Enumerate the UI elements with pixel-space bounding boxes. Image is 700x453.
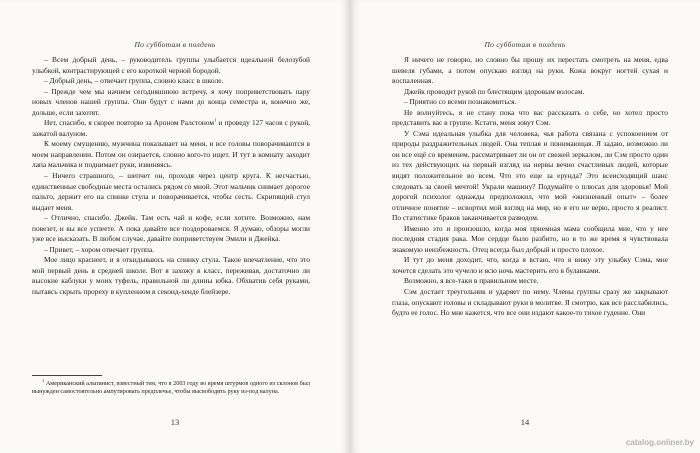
paragraph: – Добрый день, – отвечает группа, словно класс в школе.: [44, 76, 224, 86]
footnote-rule: [32, 375, 102, 376]
paragraph: У Сэма идеальная улыбка для человека, чья работа связана с успокоением от природы раздражительных людей. Она теплая и понимающая. Я задаю, возможно ли он все ещё со временем, рассматривает ли он от свежей зеркалом, ли Сэм просто один из тех действующих на первый взгляд на нервы вечно счастливых людей, которые видят положительное во всем. Что это еще за ерунда? Это всеисходящий шанс следовать за своей мечтой! Украли машину? Подумайте о плюсах для здоровья! Мой дорогой психолог однажды предположил, что мой «жизненный опыт» – более отличное понятие – исвортил мой взгляд на мир, но я его не верю, просто я реалист. По статистике браков заканчивается разводом.: [392, 128, 668, 223]
paragraph: Я ничего не говорю, но словно бы прошу их перестать смотреть на меня, едва шевеля губами, а потом опускаю взгляд на руки. Кожа вокруг ногтей сухая и воспаленная.: [392, 55, 668, 86]
paragraph: К моему смущению, мужчина показывает на меня, и все головы поворачиваются в моем направлении. Потом он озирается, словно кого-то ищет. И тут в комнату заходит лапа мальчика и поднимает руки, извиняясь.: [32, 139, 310, 170]
paragraph-text-tail: и проведу 127 часов с рукой, зажатой валуном.: [32, 118, 310, 138]
running-head: По субботам в полдень: [134, 40, 216, 49]
paragraph: Сэм достает треугольник и ударяет по нему. Члены группы сразу же закрывают глаза, опускают головы и складывают руки в молитве. Я смотрю, как все расслабились, будто ее голос. Но мне кажется, что все они издают какое-то тихое гудение. Они: [392, 287, 668, 318]
paragraph: – Приятно со всеми познакомиться.: [404, 97, 517, 107]
paragraph: – Всем добрый день, – руководитель группы улыбается идеальной белозубой улыбкой, контрастирующей с его короткой черной бородой.: [32, 55, 310, 75]
footnote-ref: 1: [214, 117, 217, 123]
paragraph: – Ничего страшного, – шепчет он, проходя через центр круга. К несчастью, единственные свободные места остались рядом со мной. Этот мальчик снимает дорогое пальто, держит его на спинке стула и поворачивается, чтобы сесть. Скрипящий стул выдает меня.: [32, 171, 310, 212]
page-body: [32, 55, 310, 298]
page-body: [392, 55, 668, 319]
right-page: [350, 0, 700, 453]
paragraph: Именно это и произошло, когда моя приемная мама сообщила мне, что у нее последняя стадия рака. Мое сердце было разбито, но в то же время я чувствовала знакомую неизбежность. Отец всегда был добрый и просто плохое.: [392, 223, 668, 254]
paragraph: – Привет, – хором отвечает группа.: [44, 244, 155, 254]
footnote-text: Американский альпинист, известный тем, что в 2003 году во время штурмов одного из склонов был вынужден самостоятельно ампутировать предплечье, чтобы высвободить руку из-под валуна.: [32, 380, 311, 396]
watermark: catalog.onliner.by: [625, 438, 694, 447]
paragraph: – Отлично, спасибо. Джейк. Там есть чай и кофе, если хотите. Возможно, нам повезет, и вы все успеете. А пока давайте все поздороваемся. Я думаю, обзоры могли уже все высказать. В любом случае, давайте поприветствуем Эмили и Джейка.: [32, 213, 310, 244]
page-number: 13: [170, 417, 180, 427]
paragraph: – Прежде чем мы начнем сегодняшнюю встречу, я хочу поприветствовать пару новых членов нашей группы. Они будут с нами до конца семестра и, конечно же, дольше, если захотят.: [32, 86, 310, 117]
paragraph: И тут до меня доходит, что, когда я встаю, что я вижу эту улыбку Сэма, мне хочется сделать это чучело и всю ночь мастерить его в булавками.: [392, 255, 668, 275]
paragraph: Возможно, я все-таки в правильном месте.: [404, 276, 539, 286]
running-head: По субботам в полдень: [484, 40, 566, 49]
paragraph: Мое лицо краснеет, и я откидываюсь на спинку стула. Такое впечатление, что это мой первый день в средней школе. Вот я захожу в класс, переживая, достаточно ли высокие каблуки у моих туфель, правильной ли длины юбка. Обхватив себя руками, пытаясь скрыть прореху в купленном в секонд-хенде блейзере.: [32, 255, 310, 297]
paragraph-text: Нет, спасибо, я скорее повторю за Ароном Ралстоном: [44, 118, 215, 128]
footnote: [32, 377, 311, 397]
paragraph: Джейк проводит рукой по блестящим здоровым волосам.: [404, 86, 585, 96]
paragraph: Не волнуйтесь, я не стану пока что вас рассказать о себе, но хотел просто представить вас в группе. Кстати, меня зовут Сэм.: [392, 107, 668, 128]
paragraph-ralston: [32, 118, 310, 139]
footnote-marker: 1: [42, 377, 45, 383]
page-number: 14: [520, 417, 530, 427]
